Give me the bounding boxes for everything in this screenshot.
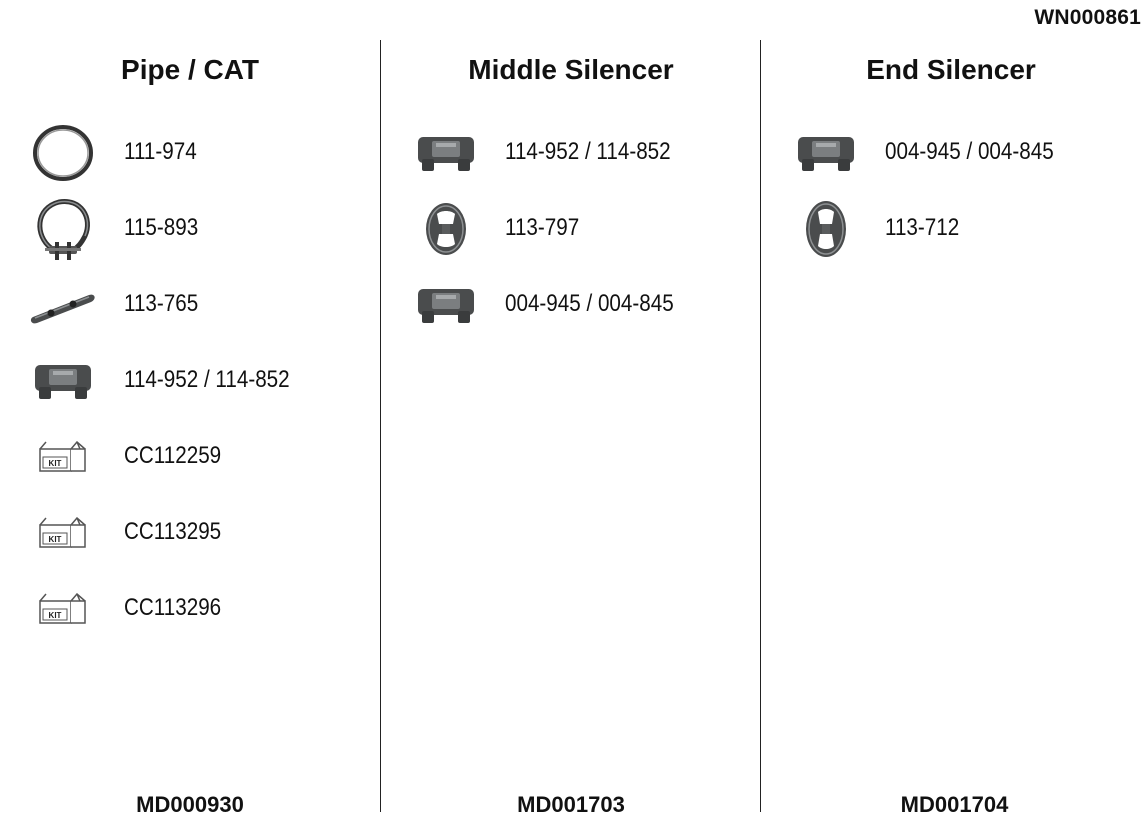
rubber-mount-icon <box>791 121 861 185</box>
kit-text: KIT <box>48 611 62 620</box>
parts-list <box>761 121 1147 273</box>
column-pipe-cat <box>0 40 380 817</box>
part-number: 113-712 <box>885 214 960 241</box>
rubber-mount-icon <box>28 349 98 413</box>
column-code: MD000930 <box>136 792 244 817</box>
rubber-hanger-icon <box>411 197 481 261</box>
part-number: CC113296 <box>124 594 222 621</box>
document-id: WN000861 <box>1034 6 1141 29</box>
kit-text: KIT <box>48 535 62 544</box>
rubber-mount-icon <box>411 121 481 185</box>
part-number: 114-952 / 114-852 <box>124 366 290 393</box>
part-number: 114-952 / 114-852 <box>505 138 671 165</box>
list-item[interactable] <box>0 197 380 273</box>
rubber-hanger-icon <box>791 197 861 261</box>
part-number: 004-945 / 004-845 <box>885 138 1054 165</box>
part-number: 113-797 <box>505 214 580 241</box>
part-number: 004-945 / 004-845 <box>505 290 674 317</box>
list-item[interactable] <box>381 273 761 349</box>
column-code: MD001704 <box>900 792 1009 817</box>
kit-box-icon <box>28 501 98 565</box>
list-item[interactable] <box>0 577 380 653</box>
list-item[interactable] <box>0 425 380 501</box>
list-item[interactable] <box>0 349 380 425</box>
list-item[interactable] <box>0 273 380 349</box>
column-end-silencer <box>760 40 1147 817</box>
column-code: MD001703 <box>517 792 625 817</box>
kit-box-icon <box>28 425 98 489</box>
list-item[interactable] <box>381 197 761 273</box>
column-title: End Silencer <box>866 54 1036 85</box>
list-item[interactable] <box>0 501 380 577</box>
pipe-clamp-icon <box>28 197 98 261</box>
kit-text: KIT <box>48 459 62 468</box>
parts-list <box>381 121 761 349</box>
part-number: CC112259 <box>124 442 222 469</box>
list-item[interactable] <box>0 121 380 197</box>
part-number: CC113295 <box>124 518 222 545</box>
parts-list <box>0 121 380 653</box>
list-item[interactable] <box>381 121 761 197</box>
list-item[interactable] <box>761 121 1147 197</box>
part-number: 115-893 <box>124 214 199 241</box>
column-title: Middle Silencer <box>468 54 674 85</box>
rubber-mount-icon <box>411 273 481 337</box>
column-title: Pipe / CAT <box>121 54 259 85</box>
gasket-ring-icon <box>28 121 98 185</box>
column-middle-silencer <box>380 40 761 817</box>
list-item[interactable] <box>761 197 1147 273</box>
part-number: 113-765 <box>124 290 199 317</box>
rubber-strap-icon <box>28 273 98 337</box>
kit-box-icon <box>28 577 98 641</box>
part-number: 111-974 <box>124 138 197 165</box>
